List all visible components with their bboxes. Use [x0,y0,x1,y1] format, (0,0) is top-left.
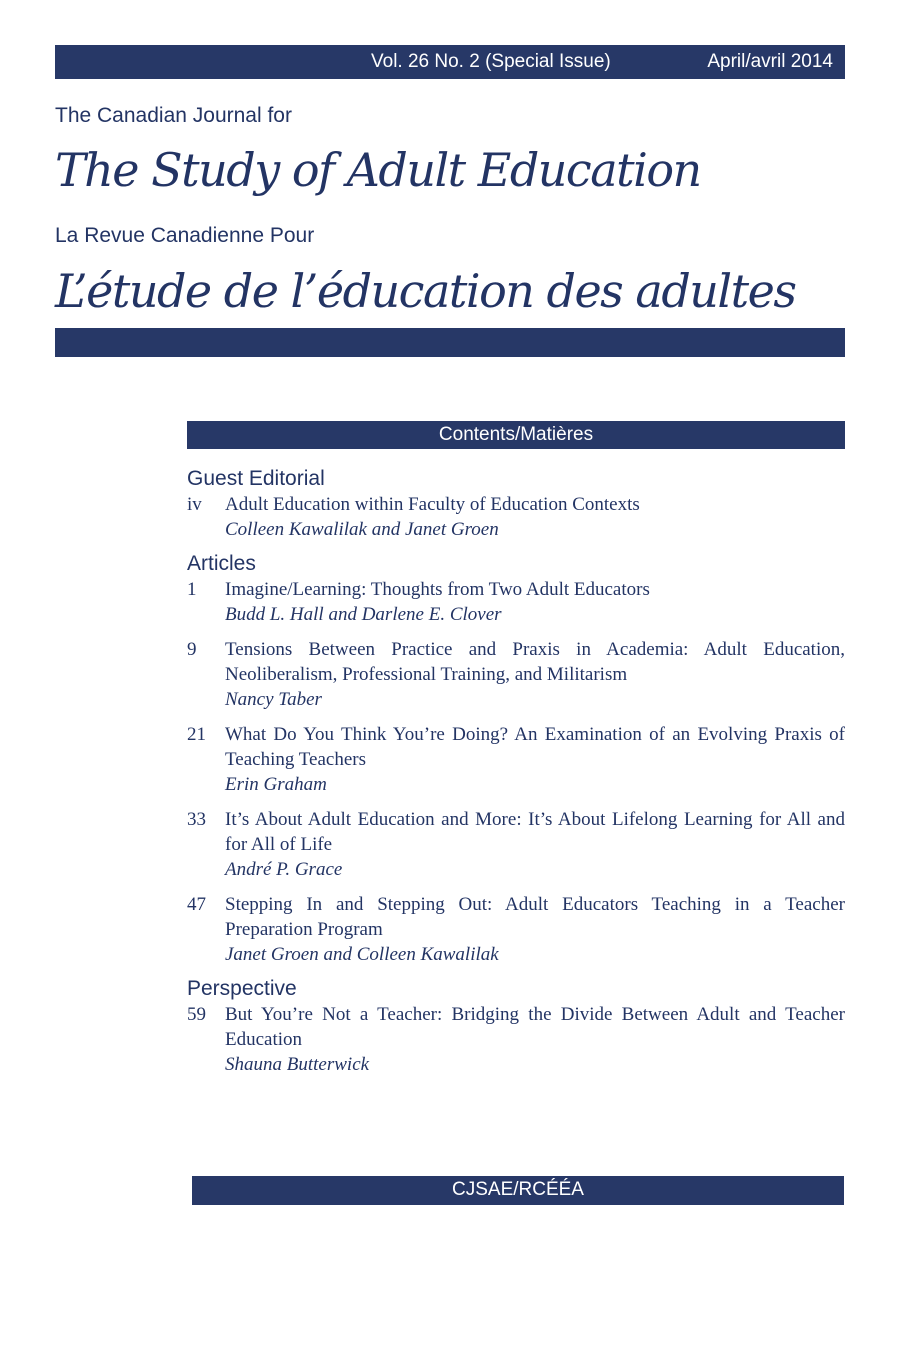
entry-page-number: 33 [187,809,206,830]
entry-title: Tensions Between Practice and Praxis in Academia: Adult Education, Neoliberalism, Professional Training, and Militarism [225,639,845,685]
title-divider-bar [55,328,845,357]
issue-banner [55,45,845,79]
entry-title: Adult Education within Faculty of Education Contexts [225,494,640,515]
journal-prefix-en: The Canadian Journal for [55,104,292,127]
entry-title: Stepping In and Stepping Out: Adult Educators Teaching in a Teacher Preparation Program [225,894,845,940]
toc-entry[interactable] [187,637,845,712]
entry-authors: Janet Groen and Colleen Kawalilak [225,944,499,965]
toc-entry[interactable] [187,577,845,627]
toc-entry[interactable] [187,1002,845,1077]
entry-authors: Shauna Butterwick [225,1054,370,1075]
entry-authors: Colleen Kawalilak and Janet Groen [225,519,499,540]
journal-title-fr: L’étude de l’éducation des adultes [55,264,796,318]
section-heading-articles: Articles [187,552,256,575]
toc-entry[interactable] [187,722,845,797]
footer-label: CJSAE/RCÉÉA [452,1179,584,1200]
entry-authors: André P. Grace [225,859,343,880]
entry-page-number: 9 [187,639,197,660]
volume-label: Vol. 26 No. 2 (Special Issue) [371,51,611,72]
entry-page-number: iv [187,494,202,515]
entry-page-number: 59 [187,1004,206,1025]
entry-authors: Budd L. Hall and Darlene E. Clover [225,604,502,625]
toc-entry[interactable] [187,492,845,542]
entry-page-number: 21 [187,724,206,745]
entry-page-number: 47 [187,894,206,915]
entry-title: But You’re Not a Teacher: Bridging the Divide Between Adult and Teacher Education [225,1004,845,1050]
contents-banner [187,421,845,449]
entry-authors: Nancy Taber [225,689,322,710]
entry-page-number: 1 [187,579,197,600]
issue-date: April/avril 2014 [707,51,833,72]
toc-entry[interactable] [187,892,845,967]
toc-entry[interactable] [187,807,845,882]
entry-authors: Erin Graham [225,774,327,795]
journal-prefix-fr: La Revue Canadienne Pour [55,224,315,247]
section-heading-guest-editorial: Guest Editorial [187,467,325,490]
entry-title: What Do You Think You’re Doing? An Examination of an Evolving Praxis of Teaching Teachers [225,724,845,770]
contents-label: Contents/Matières [438,424,594,445]
entry-title: It’s About Adult Education and More: It’s About Lifelong Learning for All and for All of Life [225,809,845,855]
section-heading-perspective: Perspective [187,977,297,1000]
table-of-contents [187,466,845,1077]
entry-title: Imagine/Learning: Thoughts from Two Adult Educators [225,579,650,600]
footer-banner [192,1176,844,1205]
journal-title-en: The Study of Adult Education [55,143,701,197]
